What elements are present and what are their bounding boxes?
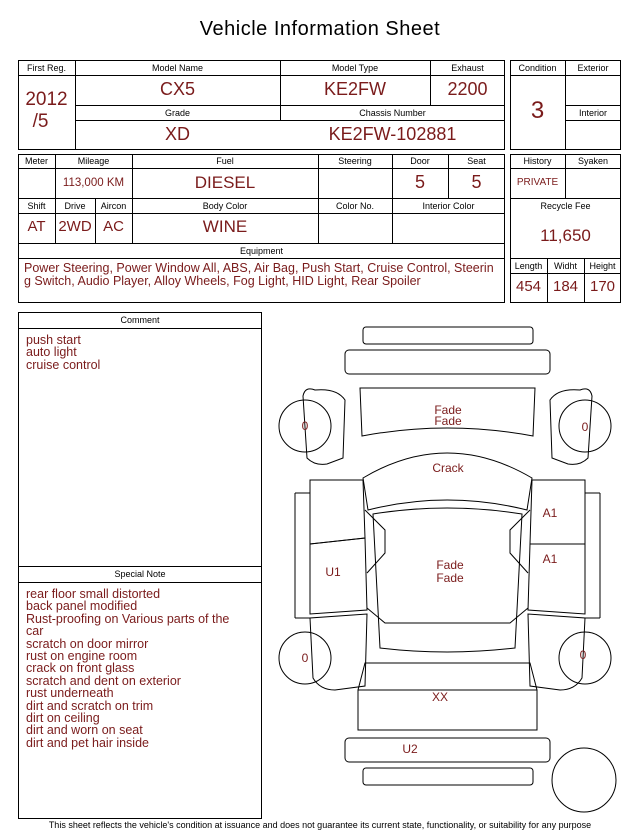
rear-bumper-bottom — [363, 768, 533, 785]
door-label: Door — [410, 156, 430, 166]
special-note-line: dirt and pet hair inside — [26, 735, 149, 750]
aircon-label: Aircon — [100, 201, 127, 211]
rear-left-quarter — [310, 614, 367, 690]
special-note-label: Special Note — [114, 569, 166, 579]
comment-label: Comment — [120, 315, 160, 325]
width-label: Widht — [553, 261, 577, 271]
special-note-line: crack on front glass — [26, 661, 135, 676]
history-label: History — [523, 156, 552, 166]
chassis-label: Chassis Number — [359, 108, 426, 118]
first-reg-label: First Reg. — [26, 63, 66, 73]
first-reg-year: 2012 — [25, 89, 68, 110]
wheel-fl-mark: 0 — [301, 419, 309, 433]
hood-mark-2: Fade — [434, 414, 462, 428]
right-front-door-mark: A1 — [542, 506, 558, 520]
length-value: 454 — [515, 278, 542, 295]
comment-line: auto light — [26, 345, 77, 360]
condition-score: 3 — [530, 97, 545, 124]
special-note-line: car — [26, 624, 44, 639]
interior-label: Interior — [578, 108, 607, 118]
exterior-label: Exterior — [577, 63, 609, 73]
roof-mark-2: Fade — [436, 571, 464, 585]
windshield-mark: Crack — [432, 461, 464, 475]
spare-wheel — [552, 748, 616, 812]
chassis-value: KE2FW-102881 — [328, 124, 457, 144]
front-bumper — [345, 350, 550, 374]
special-note-list — [26, 588, 229, 749]
exhaust-label: Exhaust — [451, 63, 484, 73]
special-note-line: Rust-proofing on Various parts of the — [26, 611, 230, 626]
length-label: Length — [514, 261, 543, 271]
special-note-line: back panel modified — [26, 599, 138, 614]
height-value: 170 — [589, 278, 616, 295]
door-value: 5 — [414, 172, 425, 192]
special-note-line: dirt and worn on seat — [26, 723, 143, 738]
syaken-label: Syaken — [577, 156, 609, 166]
special-note-line: rear floor small distorted — [26, 587, 161, 601]
rear-bumper-mark: U2 — [402, 742, 418, 756]
width-value: 184 — [552, 278, 579, 295]
condition-label: Condition — [518, 63, 557, 73]
seat-value: 5 — [471, 172, 482, 192]
special-note-line: dirt and scratch on trim — [26, 698, 154, 713]
color-no-label: Color No. — [335, 201, 374, 211]
sheet-title: Vehicle Information Sheet — [199, 18, 441, 40]
recycle-label: Recycle Fee — [540, 201, 591, 211]
special-note-line: scratch on door mirror — [26, 636, 149, 651]
rear-bumper — [345, 738, 550, 762]
right-front-door — [530, 480, 585, 544]
car-damage-diagram — [265, 318, 630, 818]
body-color-label: Body Color — [202, 201, 248, 211]
equipment-line-1: Power Steering, Power Window All, ABS, Air Bag, Push Start, Cruise Control, Steerin — [24, 261, 494, 275]
mileage-label: Mileage — [77, 156, 110, 166]
seat-label: Seat — [467, 156, 486, 166]
mileage-value: 113,000 KM — [62, 177, 125, 189]
grade-value: XD — [164, 124, 190, 144]
recycle-value: 11,650 — [540, 226, 591, 245]
comment-line: push start — [26, 333, 81, 347]
wheel-rl-mark: 0 — [301, 651, 309, 665]
left-front-door — [310, 480, 365, 544]
interior-color-label: Interior Color — [422, 201, 475, 211]
exhaust-value: 2200 — [447, 79, 488, 99]
wheel-rr-mark: 0 — [579, 648, 587, 662]
left-side-mark: U1 — [325, 565, 341, 579]
comment-list — [26, 334, 100, 371]
grade-label: Grade — [164, 108, 190, 118]
meter-label: Meter — [24, 156, 48, 166]
equipment-line-2: g Switch, Audio Player, Alloy Wheels, Fog Light, HID Light, Rear Spoiler — [24, 274, 421, 288]
roof-mark-1: Fade — [436, 558, 464, 572]
height-label: Height — [589, 261, 616, 271]
first-reg-month: /5 — [32, 111, 49, 132]
drive-value: 2WD — [58, 218, 92, 235]
fuel-label: Fuel — [216, 156, 234, 166]
aircon-value: AC — [103, 218, 124, 235]
right-rear-door-mark: A1 — [542, 552, 558, 566]
history-value: PRIVATE — [516, 177, 559, 188]
shift-label: Shift — [27, 201, 46, 211]
model-name-label: Model Name — [151, 63, 204, 73]
special-note-line: rust underneath — [26, 686, 114, 701]
hood-mark-1: Fade — [434, 403, 462, 417]
drive-label: Drive — [64, 201, 86, 211]
rear-right-quarter — [528, 614, 585, 690]
special-note-line: dirt on ceiling — [26, 711, 100, 726]
model-name-value: CX5 — [159, 79, 195, 99]
special-note-line: rust on engine room — [26, 649, 138, 664]
steering-label: Steering — [338, 156, 372, 166]
model-type-value: KE2FW — [323, 79, 386, 99]
equipment-label: Equipment — [239, 246, 284, 256]
fuel-value: DIESEL — [194, 173, 256, 192]
special-note-line: scratch and dent on exterior — [26, 673, 181, 688]
wheel-fr-mark: 0 — [581, 420, 589, 434]
shift-value: AT — [27, 218, 46, 235]
body-color-value: WINE — [202, 217, 248, 236]
disclaimer-footer: This sheet reflects the vehicle's condition at issuance and does not guarantee its current state, functionality, or suitability for any purpose — [48, 820, 592, 830]
front-bumper-top — [363, 327, 533, 344]
comment-line: cruise control — [26, 357, 101, 372]
model-type-label: Model Type — [331, 63, 379, 73]
tailgate-mark: XX — [431, 690, 449, 704]
